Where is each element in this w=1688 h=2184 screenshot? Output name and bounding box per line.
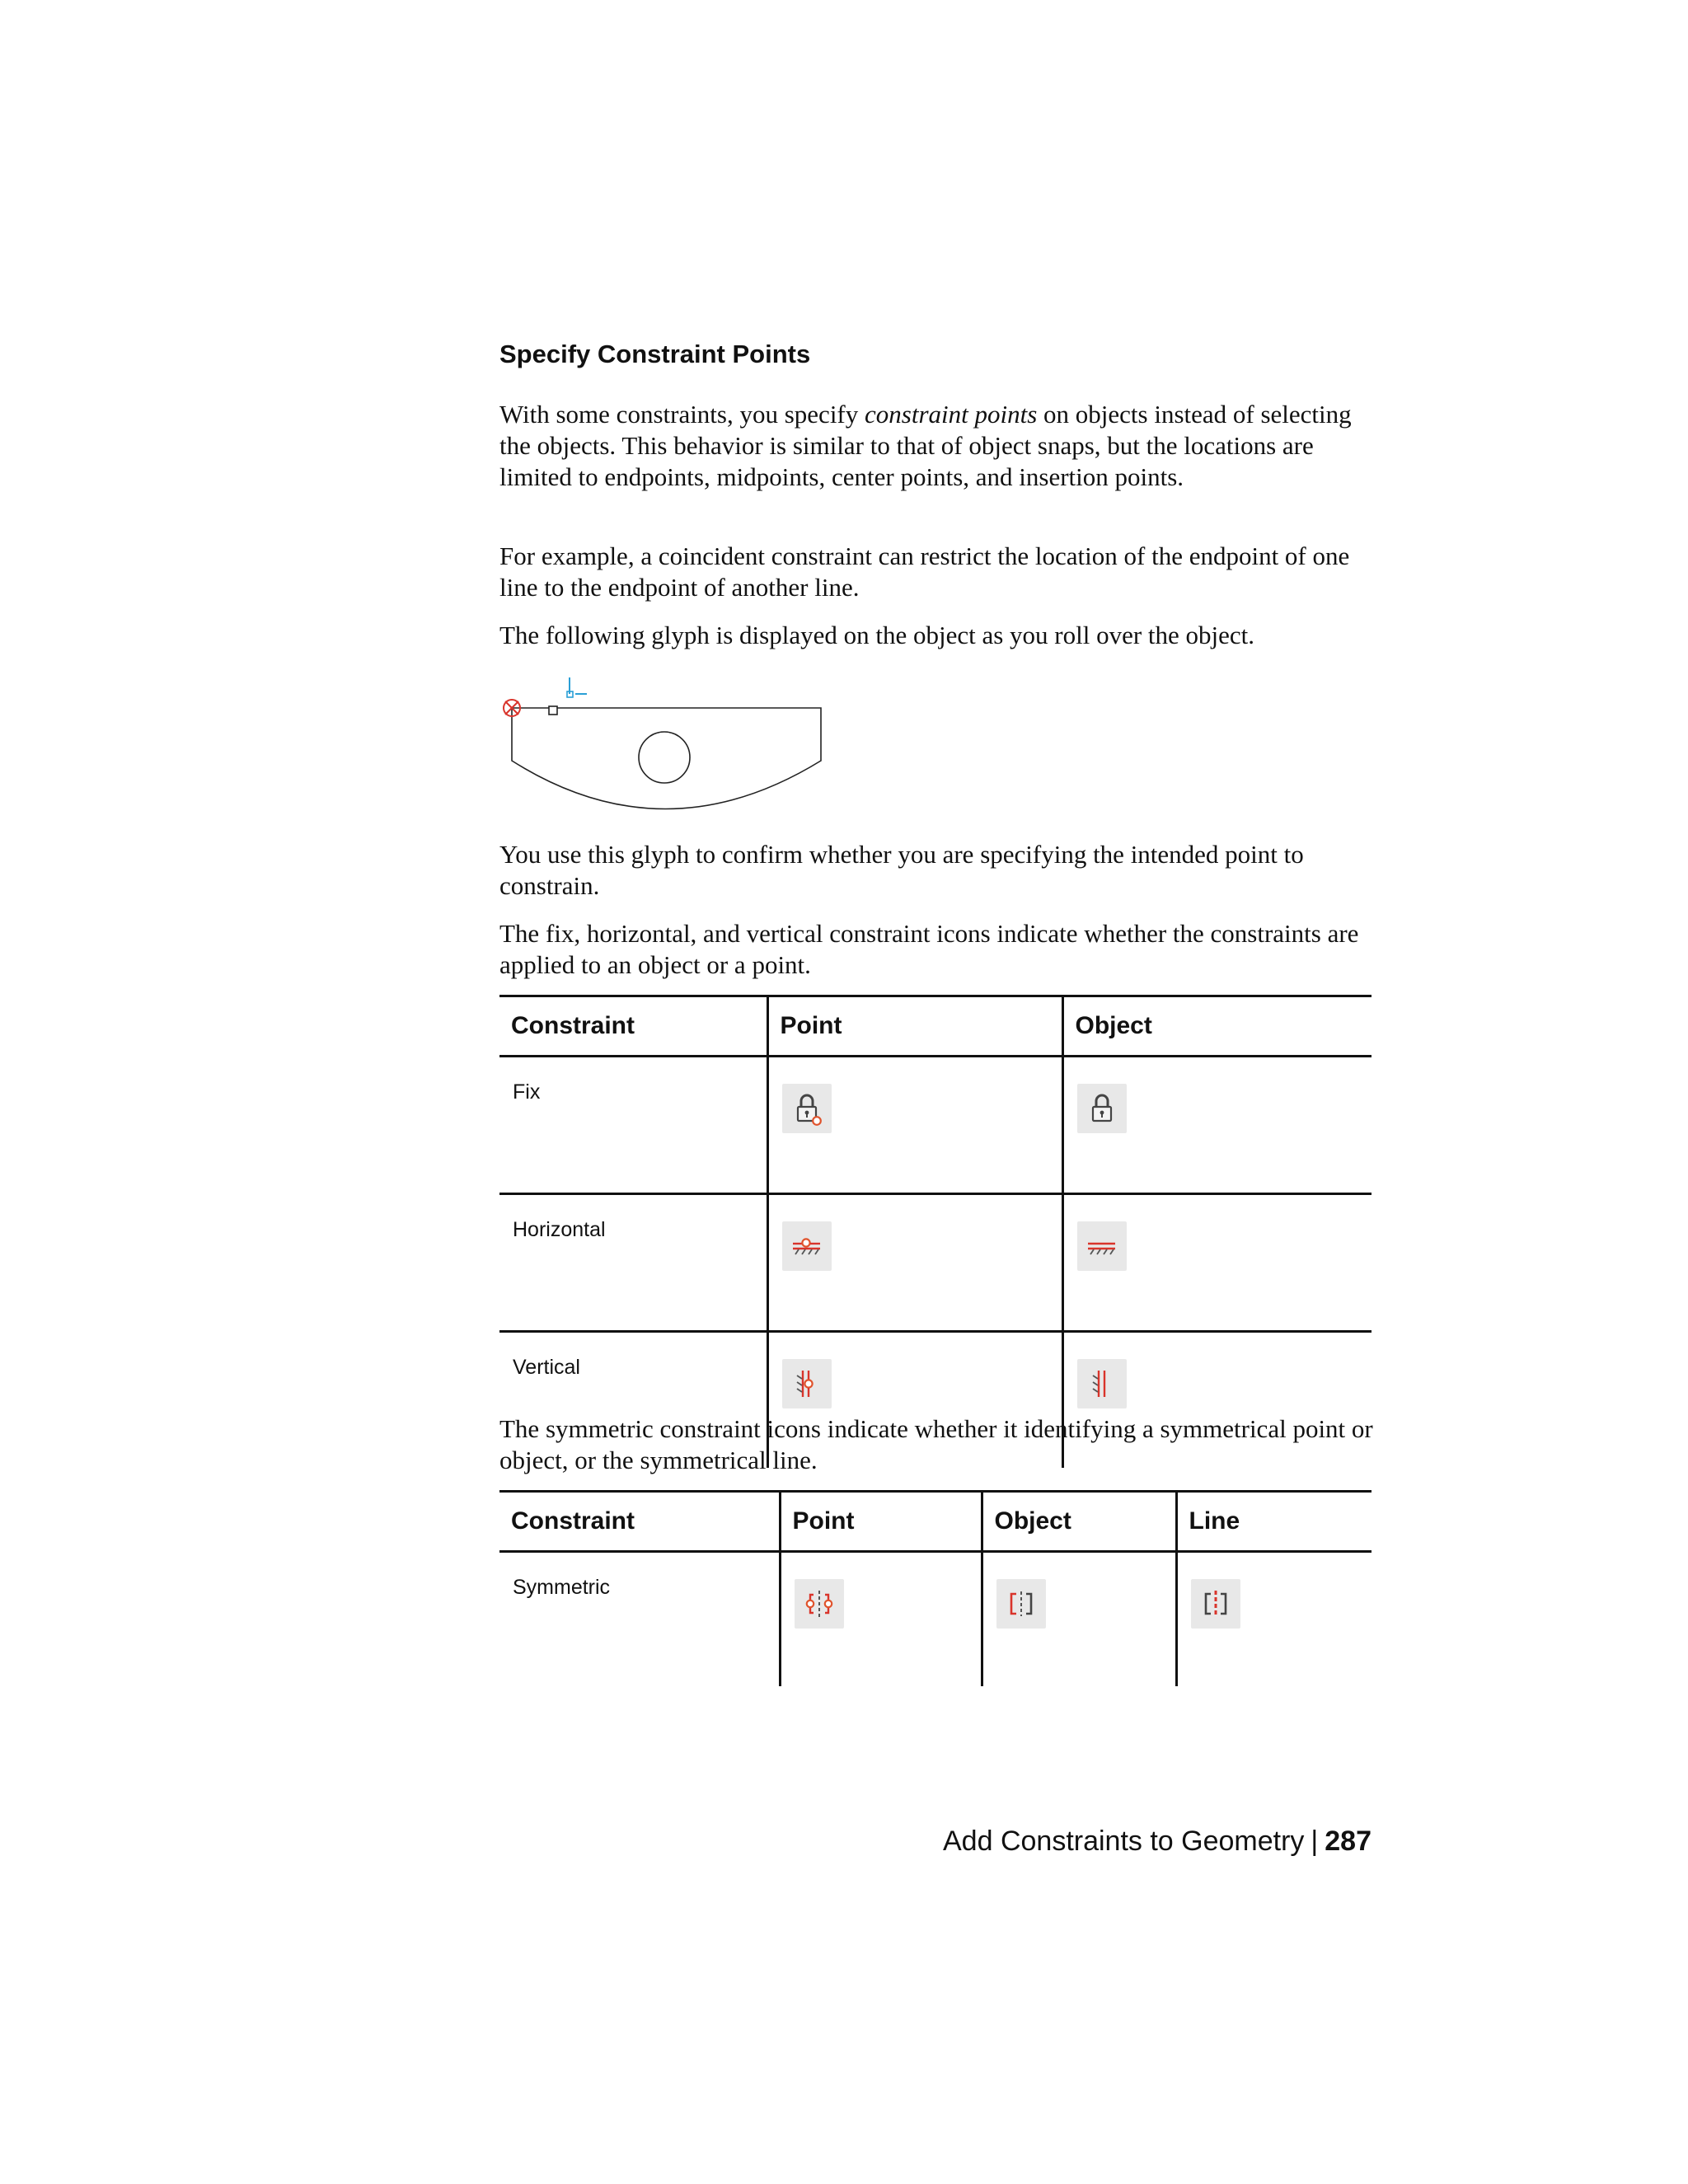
section-title: Specify Constraint Points xyxy=(499,340,811,368)
table-row xyxy=(499,1057,1372,1194)
cell-fix-point xyxy=(767,1057,1062,1194)
table-row xyxy=(499,1194,1372,1332)
fix-point-icon xyxy=(782,1084,832,1133)
header-object: Object xyxy=(982,1492,1176,1552)
cell-symmetric-object xyxy=(982,1552,1176,1687)
table-header-row xyxy=(499,996,1372,1057)
row-label-fix: Fix xyxy=(499,1057,767,1194)
sketch-object xyxy=(512,708,821,809)
cell-horizontal-object xyxy=(1062,1194,1372,1332)
paragraph-symmetric: The symmetric constraint icons indicate whether it identifying a symmetrical point or object, or the symmetrical line. xyxy=(499,1414,1373,1474)
cell-symmetric-line xyxy=(1176,1552,1372,1687)
paragraph-glyph-purpose: You use this glyph to confirm whether you are specifying the intended point to constrain. xyxy=(499,840,1304,900)
paragraph-glyph-intro: The following glyph is displayed on the object as you roll over the object. xyxy=(499,621,1255,649)
paragraph-icon-indication: The fix, horizontal, and vertical constraint icons indicate whether the constraints are applied to an object or a point. xyxy=(499,919,1359,979)
symmetric-icons-table xyxy=(499,1490,1372,1686)
symmetric-line-icon xyxy=(1191,1579,1240,1629)
vertical-point-icon xyxy=(782,1359,832,1408)
header-point: Point xyxy=(780,1492,982,1552)
header-line: Line xyxy=(1176,1492,1372,1552)
vertical-object-icon xyxy=(1077,1359,1127,1408)
cell-horizontal-point xyxy=(767,1194,1062,1332)
cell-fix-object xyxy=(1062,1057,1372,1194)
horizontal-point-icon xyxy=(782,1221,832,1271)
header-constraint: Constraint xyxy=(499,1492,780,1552)
constraint-glyph-figure xyxy=(499,676,846,824)
cell-symmetric-point xyxy=(780,1552,982,1687)
table-header-row xyxy=(499,1492,1372,1552)
cursor-glyph-icon xyxy=(567,677,587,697)
endpoint-marker-icon xyxy=(549,706,557,715)
row-label-horizontal: Horizontal xyxy=(499,1194,767,1332)
constraint-icons-table xyxy=(499,995,1372,1468)
paragraph-text: on objects instead of selecting the objects. This behavior is similar to that of object snaps, but the locations are limited to endpoints, midpoints, center points, and insertion points. xyxy=(499,400,1352,491)
table-row xyxy=(499,1552,1372,1687)
header-object: Object xyxy=(1062,996,1372,1057)
symmetric-point-icon xyxy=(795,1579,844,1629)
symmetric-object-icon xyxy=(996,1579,1046,1629)
horizontal-object-icon xyxy=(1077,1221,1127,1271)
paragraph-example: For example, a coincident constraint can restrict the location of the endpoint of one line to the endpoint of another line. xyxy=(499,541,1350,602)
paragraph-constraint-points xyxy=(499,399,1375,493)
page-number: 287 xyxy=(1325,1825,1372,1857)
row-label-vertical: Vertical xyxy=(513,1356,580,1379)
fix-object-icon xyxy=(1077,1084,1127,1133)
page-footer xyxy=(943,1825,1372,1858)
paragraph-text: With some constraints, you specify xyxy=(499,400,865,429)
header-constraint: Constraint xyxy=(499,996,767,1057)
emphasis-constraint-points: constraint points xyxy=(865,400,1038,429)
footer-separator: | xyxy=(1311,1825,1319,1857)
row-label-symmetric: Symmetric xyxy=(513,1576,611,1599)
chapter-title: Add Constraints to Geometry xyxy=(943,1825,1305,1857)
header-point: Point xyxy=(767,996,1062,1057)
